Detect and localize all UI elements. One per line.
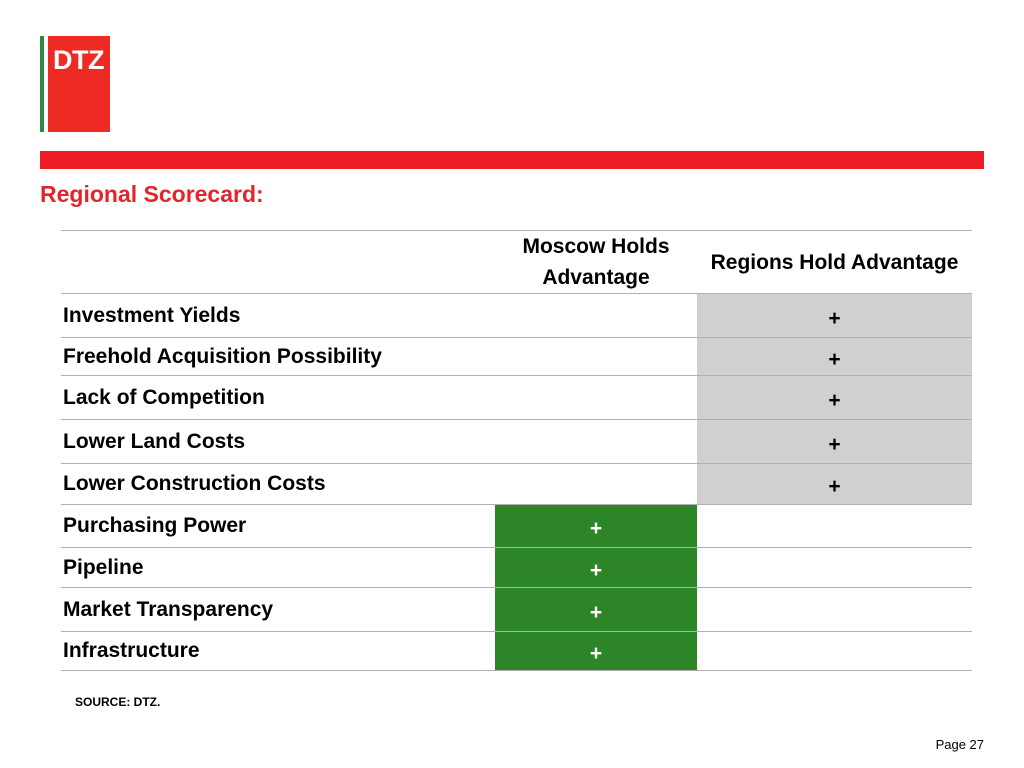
page-number: Page 27 xyxy=(935,737,984,752)
moscow-mark xyxy=(495,376,697,420)
moscow-mark xyxy=(495,338,697,376)
regions-mark: + xyxy=(697,420,972,464)
regions-mark: + xyxy=(697,338,972,376)
moscow-mark: + xyxy=(495,505,697,548)
row-label: Market Transparency xyxy=(61,588,495,632)
header-moscow: Moscow Holds Advantage xyxy=(495,231,697,294)
row-label: Lower Construction Costs xyxy=(61,464,495,505)
header-blank xyxy=(61,231,495,294)
regional-scorecard-table xyxy=(61,230,972,671)
moscow-mark: + xyxy=(495,632,697,671)
table-row xyxy=(61,588,972,632)
page-title: Regional Scorecard: xyxy=(40,181,264,207)
row-label: Lack of Competition xyxy=(61,376,495,420)
regions-mark xyxy=(697,588,972,632)
regions-mark: + xyxy=(697,294,972,338)
regions-mark xyxy=(697,548,972,588)
row-label: Infrastructure xyxy=(61,632,495,671)
table-row xyxy=(61,294,972,338)
row-label: Freehold Acquisition Possibility xyxy=(61,338,495,376)
moscow-mark: + xyxy=(495,548,697,588)
header-red-band xyxy=(40,151,984,169)
logo-text: DTZ xyxy=(53,45,104,75)
table-row xyxy=(61,505,972,548)
regions-mark xyxy=(697,505,972,548)
table-row xyxy=(61,632,972,671)
regions-mark: + xyxy=(697,376,972,420)
row-label: Lower Land Costs xyxy=(61,420,495,464)
dtz-logo xyxy=(40,36,110,132)
table-row xyxy=(61,464,972,505)
source-note: SOURCE: DTZ. xyxy=(75,695,161,709)
row-label: Pipeline xyxy=(61,548,495,588)
table-row xyxy=(61,338,972,376)
table-row xyxy=(61,376,972,420)
header-regions: Regions Hold Advantage xyxy=(697,231,972,294)
regions-mark: + xyxy=(697,464,972,505)
table-row xyxy=(61,548,972,588)
regions-mark xyxy=(697,632,972,671)
row-label: Purchasing Power xyxy=(61,505,495,548)
moscow-mark xyxy=(495,420,697,464)
table-row xyxy=(61,420,972,464)
moscow-mark: + xyxy=(495,588,697,632)
moscow-mark xyxy=(495,464,697,505)
table-header-row xyxy=(61,231,972,294)
row-label: Investment Yields xyxy=(61,294,495,338)
moscow-mark xyxy=(495,294,697,338)
